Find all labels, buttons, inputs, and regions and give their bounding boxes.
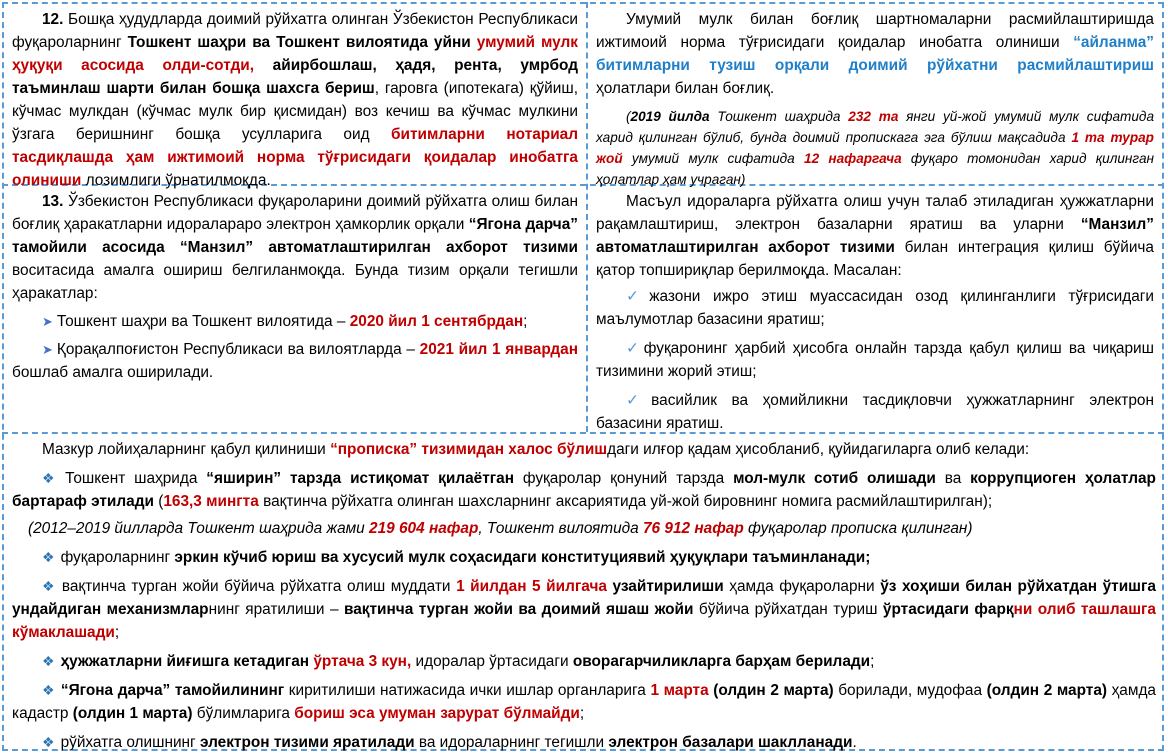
check-text-3: васийлик ва ҳомийликни тасдиқловчи ҳужжатларнинг электрон базасини яратиш. <box>596 392 1154 432</box>
note-year: 2019 йилда <box>630 109 710 124</box>
b6-t2: ва идораларнинг тегишли <box>414 734 609 751</box>
check-icon: ✓ <box>626 288 648 305</box>
b1-t1: “яширин” тарзда истиқомат қилаётган <box>206 470 515 487</box>
b1-t6: ( <box>153 493 164 510</box>
item12-text-2: Тошкент шаҳри ва Тошкент вилоятида уйни <box>127 34 477 51</box>
b1-t0: Тошкент шаҳрида <box>65 470 207 487</box>
b3-t3: узайтирилиши <box>612 578 724 595</box>
note-text-4: фуқаро томонидан харид қилинган ҳолатлар ҳам учраган) <box>596 151 1154 187</box>
b5-t1: киритилиши натижасида ички ишлар органларига <box>284 682 651 699</box>
b3-t11: ; <box>114 624 120 641</box>
item12-right-text-3: ҳолатлари билан боғлиқ. <box>596 80 775 97</box>
diamond-icon: ❖ <box>42 578 56 594</box>
check-icon: ✓ <box>626 392 650 409</box>
b5-t6: (олдин 2 марта) <box>986 682 1108 699</box>
b4-t2: идоралар ўртасидаги <box>411 653 573 670</box>
b1n-t4: фуқаролар прописка қилинган) <box>743 520 973 537</box>
check-item-2 <box>596 337 1154 383</box>
item12-text-7: лозимлиги ўрнатилмоқда. <box>81 172 271 189</box>
b3-t0: вақтинча турган жойи бўйича рўйхатга олиш муддати <box>61 578 457 595</box>
item12-right <box>596 8 1154 190</box>
item13-right-text-1: Масъул идораларга рўйхатга олиш учун талаб этиладиган ҳужжатларни рақамлаштириш, электрон базаларни яратиш ва уларни <box>596 193 1154 233</box>
item12-text-6: битимларни нотариал тасдиқлашда ҳам ижтимоий норма тўғрисидаги қоидалар инобатга олиниши <box>12 126 578 189</box>
item13-text-2: “Ягона дарча” тамойили асосида “Манзил” автоматлаштирилган ахборот тизими <box>12 216 578 256</box>
diamond-icon: ❖ <box>42 549 55 565</box>
bullet1-text: Тошкент шаҳри ва Тошкент вилоятида – <box>56 313 350 330</box>
check-text-1: жазони ижро этиш муассасидан озод қилинганлиги тўғрисидаги маълумотлар базасини яратиш; <box>596 288 1154 328</box>
b3-t5: ўз хоҳиши билан рўйхатдан ўтишга ундайдиган механизмлар <box>12 578 1156 618</box>
item12-right-text-1: Умумий мулк билан боғлиқ шартномаларни расмийлаштиришда ижтимоий норма тўғрисидаги қоидалар инобатга олиниши <box>596 11 1154 51</box>
b5-t10: бориш эса умуман зарурат бўлмайди <box>294 705 580 722</box>
column-divider <box>586 2 588 432</box>
b3-t1: 1 йилдан 5 йилгача <box>456 578 607 595</box>
bottom-bullet-6 <box>12 731 1156 754</box>
bottom-bullet-5 <box>12 679 1156 725</box>
b3-t10: ни олиб ташлашга кўмаклашади <box>12 601 1156 641</box>
item12-text-5: , гаровга (ипотекага) қўйиш, кўчмас мулкдан (кўчмас мулк бир қисмидан) воз кечиш ва кўчмас мулкини ўзгага беришнинг бошқа усулларига оид <box>12 80 578 143</box>
b1n-t3: 76 912 нафар <box>642 520 744 537</box>
note-text-1: Тошкент шаҳрида <box>709 109 849 124</box>
bullet2-text: Қорақалпоғистон Республикаси ва вилоятларда – <box>56 341 420 358</box>
bottom-bullet-1-note <box>12 517 1156 540</box>
b1n-t0: (2012–2019 йилларда Тошкент шаҳрида жами <box>28 520 370 537</box>
intro-text-1: Мазкур лойиҳаларнинг қабул қилиниши <box>42 441 331 458</box>
intro-highlight: “прописка” тизимидан халос бўлиш <box>330 441 608 458</box>
b6-t0: рўйхатга олишнинг <box>60 734 200 751</box>
b5-t7: ҳамда кадастр <box>12 682 1156 722</box>
b3-t8: бўйича рўйхатдан туриш <box>693 601 883 618</box>
bullet2-date: 2021 йил 1 январдан <box>419 341 578 358</box>
arrow-right-icon: ➤ <box>42 314 53 329</box>
item12-text-4: айирбошлаш, ҳадя, рента, умрбод таъминлаш шарти билан бошқа шахсга бериш <box>12 57 578 97</box>
b4-t1: ўртача 3 кун, <box>313 653 412 670</box>
item13-left <box>12 190 578 384</box>
note-text-2: янги уй-жой умумий мулк сифатида харид қилинган бўлиб, бунда доимий пропискага эга бўлиш мақсадида <box>596 109 1155 145</box>
check-icon: ✓ <box>626 340 642 357</box>
item13-bullet-2 <box>12 338 578 384</box>
note-1-home: 1 та турар жой <box>596 130 1154 166</box>
b3-t6: нинг яратилиши – <box>208 601 344 618</box>
b1-t3: мол-мулк сотиб олишади <box>733 470 936 487</box>
diamond-icon: ❖ <box>42 734 55 750</box>
item12-text-3: умумий мулк ҳуқуқи асосида олди-сотди, <box>12 34 578 74</box>
b2-t1: эркин кўчиб юриш ва хусусий мулк соҳасидаги конституциявий ҳуқуқлари таъминланади; <box>174 549 871 566</box>
item13-text-1: Ўзбекистон Республикаси фуқароларини доимий рўйхатга олиш билан боғлиқ ҳаракатларни идоралараро электрон ҳамкорлик орқали <box>12 193 578 233</box>
b4-t0: ҳужжатларни йиғишга кетадиган <box>60 653 314 670</box>
bottom-bullet-4 <box>12 650 1156 673</box>
bullet2-end: бошлаб амалга оширилади. <box>12 364 214 381</box>
diamond-icon: ❖ <box>42 470 60 486</box>
b6-t4: . <box>852 734 857 751</box>
b5-t5: борилади, мудофаа <box>833 682 987 699</box>
b4-t3: оворагарчиликларга барҳам берилади <box>572 653 871 670</box>
b2-t0: фуқароларнинг <box>60 549 175 566</box>
bottom-bullet-2 <box>12 546 1156 569</box>
arrow-right-icon: ➤ <box>42 342 53 357</box>
item13-text-3: воситасида амалга ошириш белгиланмоқда. Бунда тизим орқали тегишли ҳаракатлар: <box>12 262 578 302</box>
note-12: 12 нафаргача <box>804 151 902 166</box>
note-text-3: умумий мулк сифатида <box>622 151 805 166</box>
b3-t4: ҳамда фуқароларни <box>723 578 881 595</box>
bullet1-end: ; <box>523 313 528 330</box>
b3-t9: ўртасидаги фарқ <box>882 601 1014 618</box>
b4-t4: ; <box>870 653 875 670</box>
b5-t8: (олдин 1 марта) <box>72 705 193 722</box>
b1-t2: фуқаролар қонуний тарзда <box>514 470 734 487</box>
check-text-2: фуқаронинг ҳарбий ҳисобга онлайн тарзда қабул қилиш ва чиқариш тизимини жорий этиш; <box>596 340 1154 380</box>
b1-t4: ва <box>935 470 971 487</box>
bottom-intro <box>12 438 1156 461</box>
b1-t7: 163,3 мингта <box>163 493 259 510</box>
item13-right-text-2: “Манзил” автоматлаштирилган ахборот тизими <box>596 216 1154 256</box>
b5-t11: ; <box>579 705 585 722</box>
item12-right-text-2: “айланма” битимларни тузиш орқали доимий рўйхатни расмийлаштириш <box>596 34 1154 74</box>
check-item-1 <box>596 285 1154 331</box>
b1n-t2: , Тошкент вилоятида <box>478 520 643 537</box>
b5-t2: 1 марта <box>650 682 709 699</box>
note-open: ( <box>626 109 631 124</box>
diamond-icon: ❖ <box>42 682 55 698</box>
item12-left <box>12 8 578 192</box>
item12-note <box>596 106 1154 190</box>
b5-t4: (олдин 2 марта) <box>713 682 834 699</box>
item13-number: 13. <box>42 193 64 210</box>
intro-text-2: даги илғор қадам ҳисобланиб, қуйидагиларга олиб келади: <box>607 441 1030 458</box>
b1n-t1: 219 604 нафар <box>369 520 479 537</box>
b6-t3: электрон базалари шаклланади <box>608 734 853 751</box>
item13-right <box>596 190 1154 435</box>
item12-text-1: Бошқа ҳудудларда доимий рўйхатга олинган Ўзбекистон Республикаси фуқароларнинг <box>12 11 578 51</box>
b1-t8: вақтинча рўйхатга олинган шахсларнинг аксариятида уй-жой бировнинг номига расмийлаштирилган); <box>258 493 993 510</box>
b5-t0: “Ягона дарча” тамойилининг <box>60 682 285 699</box>
b3-t7: вақтинча турган жойи ва доимий яшаш жойи <box>343 601 694 618</box>
bottom-bullet-3 <box>12 575 1156 644</box>
item12-number: 12. <box>42 11 64 28</box>
bottom-bullet-1 <box>12 467 1156 513</box>
bottom-section <box>12 438 1156 754</box>
b1-t5: коррупциоген ҳолатлар бартараф этилади <box>12 470 1156 510</box>
item13-bullet-1 <box>12 310 578 333</box>
check-item-3 <box>596 389 1154 435</box>
diamond-icon: ❖ <box>42 653 55 669</box>
item13-right-text-3: билан интеграция қилиш бўйича қатор топшириқлар берилмоқда. Масалан: <box>596 239 1154 279</box>
b5-t9: бўлимларига <box>192 705 295 722</box>
note-232: 232 та <box>848 109 899 124</box>
b6-t1: электрон тизими яратилади <box>199 734 415 751</box>
bullet1-date: 2020 йил 1 сентябрдан <box>349 313 524 330</box>
